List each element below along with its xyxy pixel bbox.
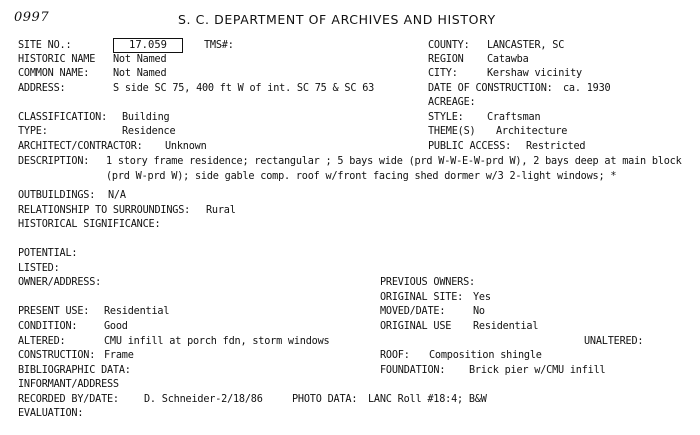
classification-label: CLASSIFICATION:: [18, 112, 108, 123]
outbuildings-value: N/A: [108, 190, 126, 201]
county-label: COUNTY:: [428, 40, 470, 51]
address-label: ADDRESS:: [18, 83, 66, 94]
present-use-value: Residential: [104, 306, 170, 317]
region-label: REGION: [428, 54, 464, 65]
evaluation-label: EVALUATION:: [18, 408, 84, 419]
tms-label: TMS#:: [204, 40, 234, 51]
relationship-value: Rural: [206, 205, 236, 216]
original-use-label: ORIGINAL USE: [380, 321, 452, 332]
date-of-construction-label: DATE OF CONSTRUCTION:: [428, 83, 553, 94]
themes-label: THEME(S): [428, 126, 476, 137]
common-name-value: Not Named: [113, 68, 167, 79]
roof-label: ROOF:: [380, 350, 410, 361]
original-site-label: ORIGINAL SITE:: [380, 292, 464, 303]
common-name-label: COMMON NAME:: [18, 68, 90, 79]
city-label: CITY:: [428, 68, 458, 79]
site-no-value: 17.059: [129, 39, 167, 51]
potential-label: POTENTIAL:: [18, 248, 78, 259]
acreage-label: ACREAGE:: [428, 97, 476, 108]
type-value: Residence: [122, 126, 176, 137]
site-no-box: [113, 38, 183, 53]
photo-label: PHOTO DATA:: [292, 394, 358, 405]
public-access-label: PUBLIC ACCESS:: [428, 141, 512, 152]
address-value: S side SC 75, 400 ft W of int. SC 75 & SC 63: [113, 83, 375, 94]
moved-date-label: MOVED/DATE:: [380, 306, 446, 317]
description-line-2: (prd W-prd W); side gable comp. roof w/front facing shed dormer w/3 2-light windows; *: [106, 171, 617, 182]
altered-value: CMU infill at porch fdn, storm windows: [104, 336, 330, 347]
construction-label: CONSTRUCTION:: [18, 350, 96, 361]
site-no-label: SITE NO.:: [18, 40, 72, 51]
listed-label: LISTED:: [18, 263, 60, 274]
description-line-1: 1 story frame residence; rectangular ; 5 bays wide (prd W-W-E-W-prd W), 2 bays deep at main block: [106, 156, 682, 167]
moved-date-value: No: [473, 306, 485, 317]
construction-value: Frame: [104, 350, 134, 361]
county-value: LANCASTER, SC: [487, 40, 565, 51]
historic-name-value: Not Named: [113, 54, 167, 65]
informant-label: INFORMANT/ADDRESS: [18, 379, 119, 390]
architect-value: Unknown: [165, 141, 207, 152]
date-of-construction-value: ca. 1930: [563, 83, 611, 94]
roof-value: Composition shingle: [429, 350, 542, 361]
page-title: S. C. DEPARTMENT OF ARCHIVES AND HISTORY: [178, 12, 496, 27]
style-label: STYLE:: [428, 112, 464, 123]
present-use-label: PRESENT USE:: [18, 306, 90, 317]
original-use-value: Residential: [473, 321, 539, 332]
foundation-label: FOUNDATION:: [380, 365, 446, 376]
architect-label: ARCHITECT/CONTRACTOR:: [18, 141, 143, 152]
historic-name-label: HISTORIC NAME: [18, 54, 96, 65]
original-site-value: Yes: [473, 292, 491, 303]
owner-address-label: OWNER/ADDRESS:: [18, 277, 102, 288]
recorded-label: RECORDED BY/DATE:: [18, 394, 119, 405]
condition-value: Good: [104, 321, 128, 332]
outbuildings-label: OUTBUILDINGS:: [18, 190, 96, 201]
unaltered-label: UNALTERED:: [584, 336, 644, 347]
region-value: Catawba: [487, 54, 529, 65]
altered-label: ALTERED:: [18, 336, 66, 347]
city-value: Kershaw vicinity: [487, 68, 582, 79]
condition-label: CONDITION:: [18, 321, 78, 332]
classification-value: Building: [122, 112, 170, 123]
historical-significance-label: HISTORICAL SIGNIFICANCE:: [18, 219, 161, 230]
recorded-value: D. Schneider-2/18/86: [144, 394, 263, 405]
photo-value: LANC Roll #18:4; B&W: [368, 394, 487, 405]
document-number: 0997: [14, 10, 50, 25]
themes-value: Architecture: [496, 126, 568, 137]
bibliographic-label: BIBLIOGRAPHIC DATA:: [18, 365, 131, 376]
foundation-value: Brick pier w/CMU infill: [469, 365, 606, 376]
description-label: DESCRIPTION:: [18, 156, 90, 167]
style-value: Craftsman: [487, 112, 541, 123]
public-access-value: Restricted: [526, 141, 586, 152]
previous-owners-label: PREVIOUS OWNERS:: [380, 277, 475, 288]
relationship-label: RELATIONSHIP TO SURROUNDINGS:: [18, 205, 191, 216]
type-label: TYPE:: [18, 126, 48, 137]
